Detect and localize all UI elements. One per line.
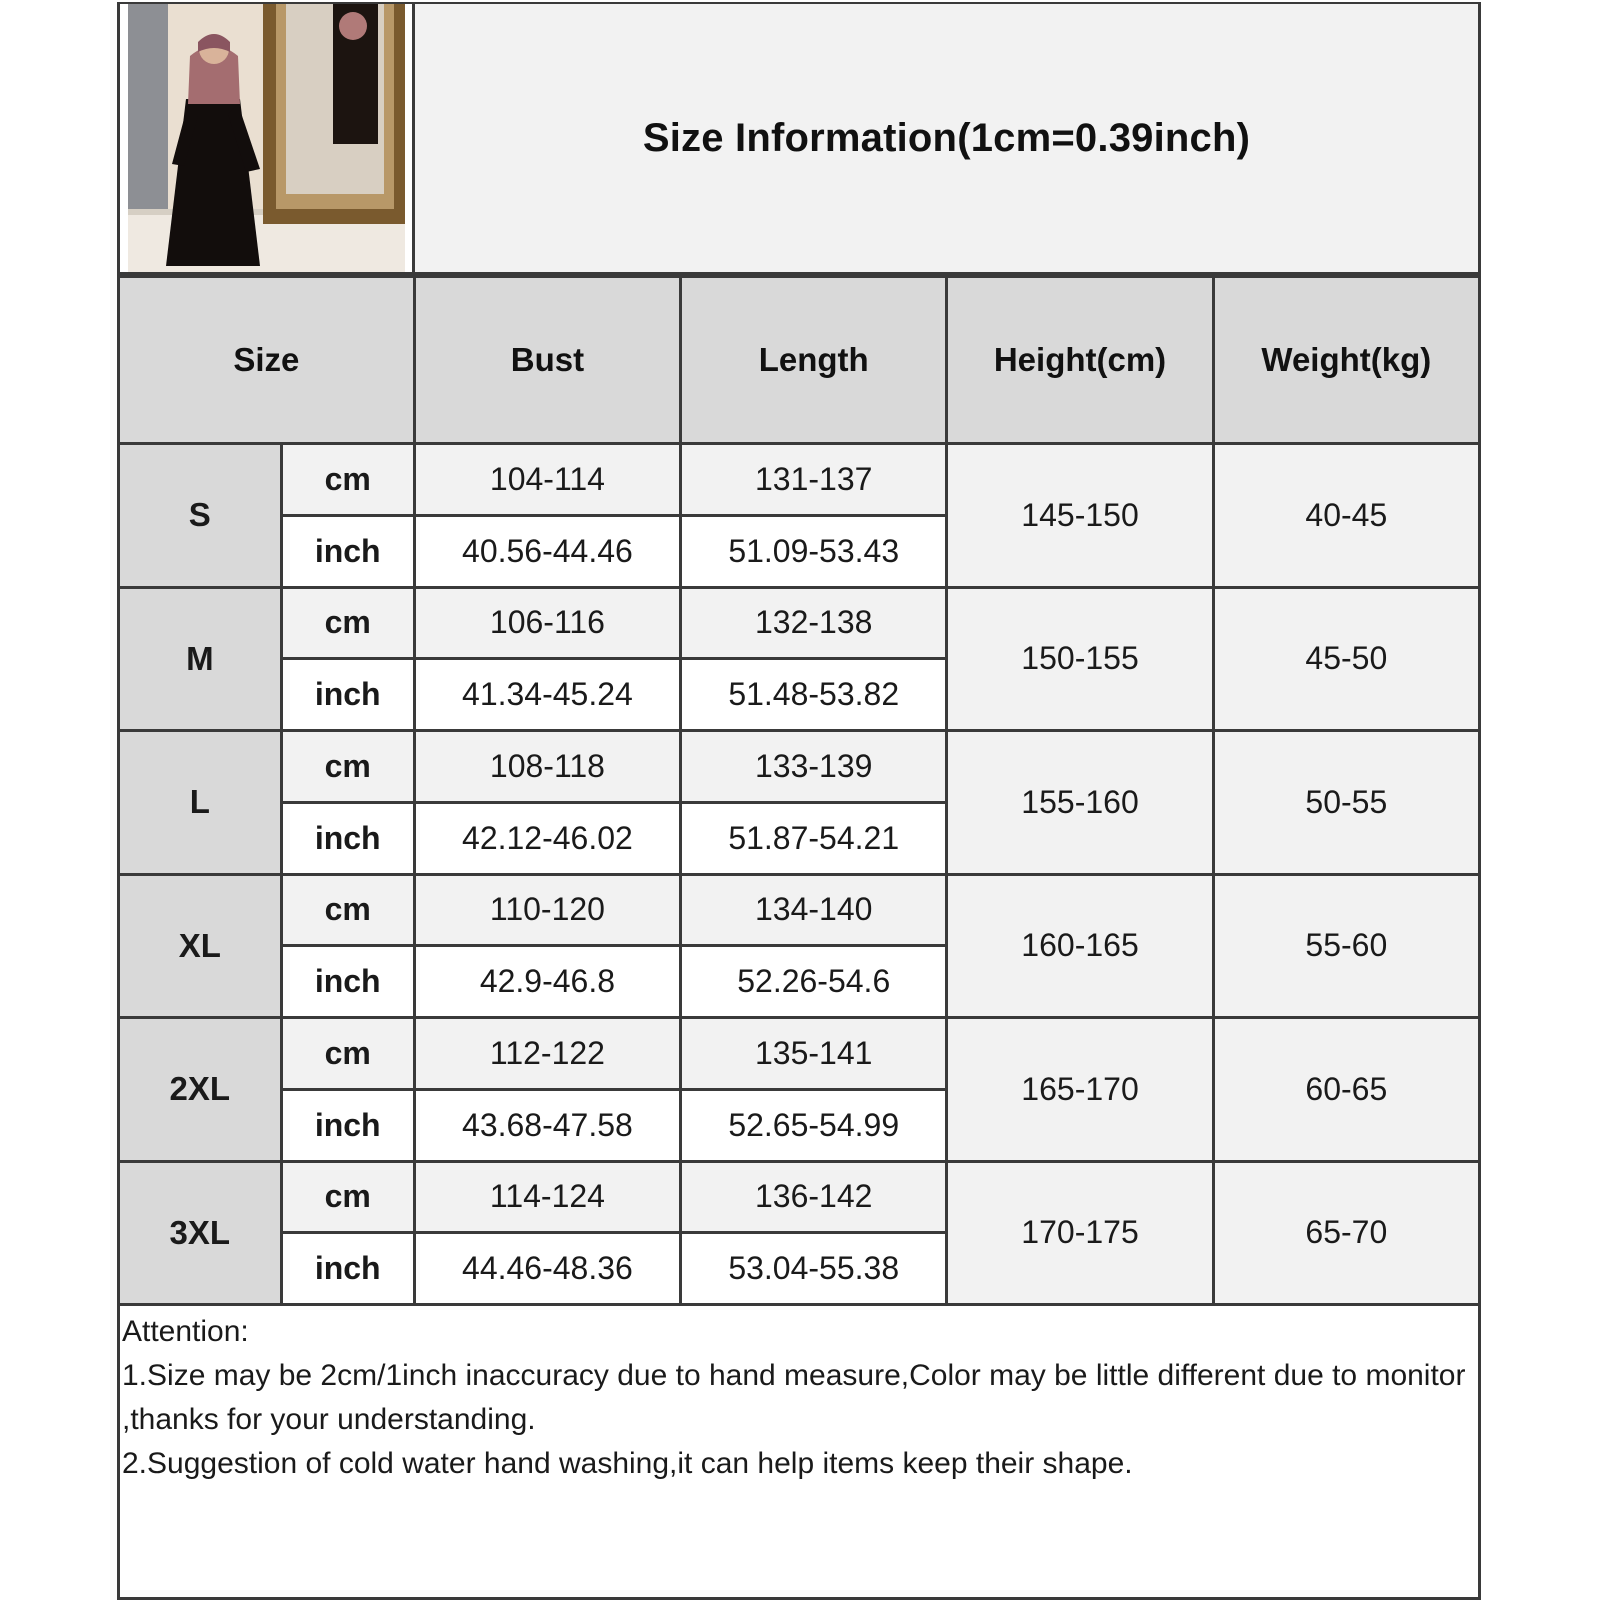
unit-label-inch: inch — [281, 515, 414, 587]
size-label: 2XL — [119, 1018, 282, 1162]
table-row — [119, 731, 1480, 803]
weight-value: 45-50 — [1213, 587, 1479, 731]
height-value: 145-150 — [947, 444, 1213, 588]
column-header-bust: Bust — [414, 277, 680, 444]
bust-inch: 41.34-45.24 — [414, 659, 680, 731]
height-value: 165-170 — [947, 1018, 1213, 1162]
size-label: L — [119, 731, 282, 875]
column-header-weight: Weight(kg) — [1213, 277, 1479, 444]
unit-label-inch: inch — [281, 1089, 414, 1161]
unit-label-inch: inch — [281, 659, 414, 731]
unit-label-cm: cm — [281, 1018, 414, 1090]
length-inch: 51.09-53.43 — [681, 515, 947, 587]
table-row — [119, 587, 1480, 659]
unit-label-cm: cm — [281, 444, 414, 516]
table-row — [119, 1018, 1480, 1090]
page-title: Size Information(1cm=0.39inch) — [642, 115, 1251, 160]
table-header-row — [119, 277, 1480, 444]
notes-line-1: 1.Size may be 2cm/1inch inaccuracy due to hand measure,Color may be little different due to monitor ,thanks for your understanding. — [122, 1359, 1466, 1436]
column-header-length: Length — [681, 277, 947, 444]
size-label: XL — [119, 874, 282, 1018]
length-cm: 134-140 — [681, 874, 947, 946]
length-inch: 52.65-54.99 — [681, 1089, 947, 1161]
attention-notes — [122, 1310, 1474, 1486]
size-label: 3XL — [119, 1161, 282, 1305]
bust-cm: 112-122 — [414, 1018, 680, 1090]
weight-value: 60-65 — [1213, 1018, 1479, 1162]
length-cm: 132-138 — [681, 587, 947, 659]
bust-cm: 108-118 — [414, 731, 680, 803]
column-header-height: Height(cm) — [947, 277, 1213, 444]
bust-inch: 40.56-44.46 — [414, 515, 680, 587]
bust-inch: 42.12-46.02 — [414, 802, 680, 874]
table-row — [119, 444, 1480, 516]
length-inch: 52.26-54.6 — [681, 946, 947, 1018]
weight-value: 55-60 — [1213, 874, 1479, 1018]
bust-cm: 106-116 — [414, 587, 680, 659]
weight-value: 50-55 — [1213, 731, 1479, 875]
weight-value: 40-45 — [1213, 444, 1479, 588]
length-cm: 133-139 — [681, 731, 947, 803]
length-inch: 51.48-53.82 — [681, 659, 947, 731]
height-value: 150-155 — [947, 587, 1213, 731]
unit-label-inch: inch — [281, 802, 414, 874]
bust-inch: 42.9-46.8 — [414, 946, 680, 1018]
unit-label-inch: inch — [281, 1233, 414, 1305]
notes-line-2: 2.Suggestion of cold water hand washing,it can help items keep their shape. — [122, 1447, 1133, 1480]
unit-label-inch: inch — [281, 946, 414, 1018]
product-photo-illustration — [128, 4, 405, 272]
weight-value: 65-70 — [1213, 1161, 1479, 1305]
bust-inch: 43.68-47.58 — [414, 1089, 680, 1161]
height-value: 170-175 — [947, 1161, 1213, 1305]
table-row — [119, 1161, 1480, 1233]
size-table — [117, 275, 1481, 1306]
product-photo — [128, 4, 405, 272]
bust-cm: 104-114 — [414, 444, 680, 516]
notes-heading: Attention: — [122, 1315, 249, 1348]
unit-label-cm: cm — [281, 731, 414, 803]
unit-label-cm: cm — [281, 874, 414, 946]
length-cm: 135-141 — [681, 1018, 947, 1090]
column-header-size: Size — [119, 277, 415, 444]
header-title-cell — [415, 4, 1478, 272]
table-row — [119, 874, 1480, 946]
bust-inch: 44.46-48.36 — [414, 1233, 680, 1305]
size-label: S — [119, 444, 282, 588]
height-value: 160-165 — [947, 874, 1213, 1018]
bust-cm: 110-120 — [414, 874, 680, 946]
length-inch: 51.87-54.21 — [681, 802, 947, 874]
bust-cm: 114-124 — [414, 1161, 680, 1233]
size-label: M — [119, 587, 282, 731]
length-cm: 136-142 — [681, 1161, 947, 1233]
unit-label-cm: cm — [281, 1161, 414, 1233]
unit-label-cm: cm — [281, 587, 414, 659]
length-cm: 131-137 — [681, 444, 947, 516]
height-value: 155-160 — [947, 731, 1213, 875]
length-inch: 53.04-55.38 — [681, 1233, 947, 1305]
